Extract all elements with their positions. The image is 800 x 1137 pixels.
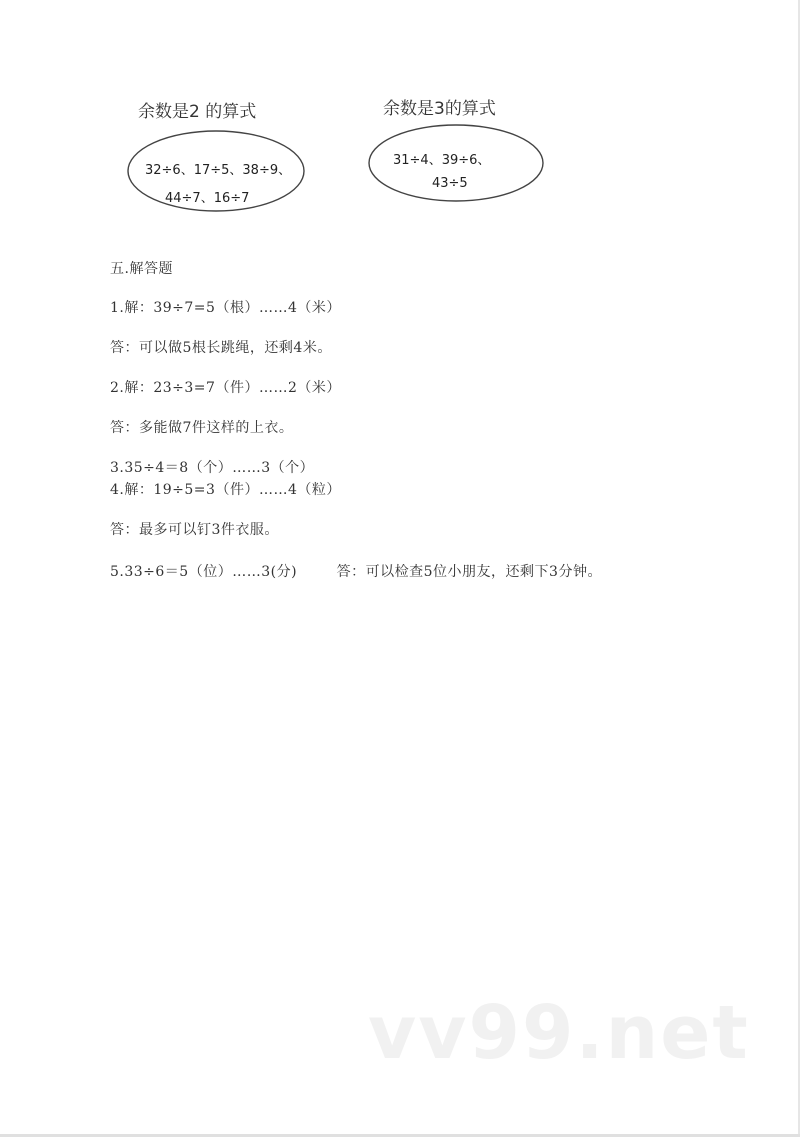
- answer-5-solution: 5.33÷6＝5（位）……3(分) 答：可以检查5位小朋友，还剩下3分钟。: [110, 564, 602, 580]
- answer-4-solution: 4.解：19÷5=3（件）……4（粒）: [110, 482, 341, 498]
- section-title: 五.解答题: [110, 261, 173, 277]
- remainder-2-expressions-line1: 32÷6、17÷5、38÷9、: [145, 163, 292, 178]
- remainder-2-expressions-line2: 44÷7、16÷7: [165, 191, 250, 206]
- answer-2-conclusion: 答：多能做7件这样的上衣。: [110, 420, 294, 436]
- answer-4-conclusion: 答：最多可以钉3件衣服。: [110, 522, 279, 538]
- answer-1-conclusion: 答：可以做5根长跳绳，还剩4米。: [110, 340, 332, 356]
- answer-2-solution: 2.解：23÷3=7（件）……2（米）: [110, 380, 341, 396]
- remainder-2-label: 余数是2 的算式: [138, 102, 257, 122]
- remainder-3-label: 余数是3的算式: [383, 99, 496, 119]
- remainder-3-expressions-line1: 31÷4、39÷6、: [393, 153, 491, 168]
- remainder-3-expressions-line2: 43÷5: [432, 176, 468, 191]
- watermark: vv99.net: [368, 990, 750, 1076]
- answer-1-solution: 1.解：39÷7=5（根）……4（米）: [110, 300, 341, 316]
- answer-3-solution: 3.35÷4＝8（个）……3（个）: [110, 460, 315, 476]
